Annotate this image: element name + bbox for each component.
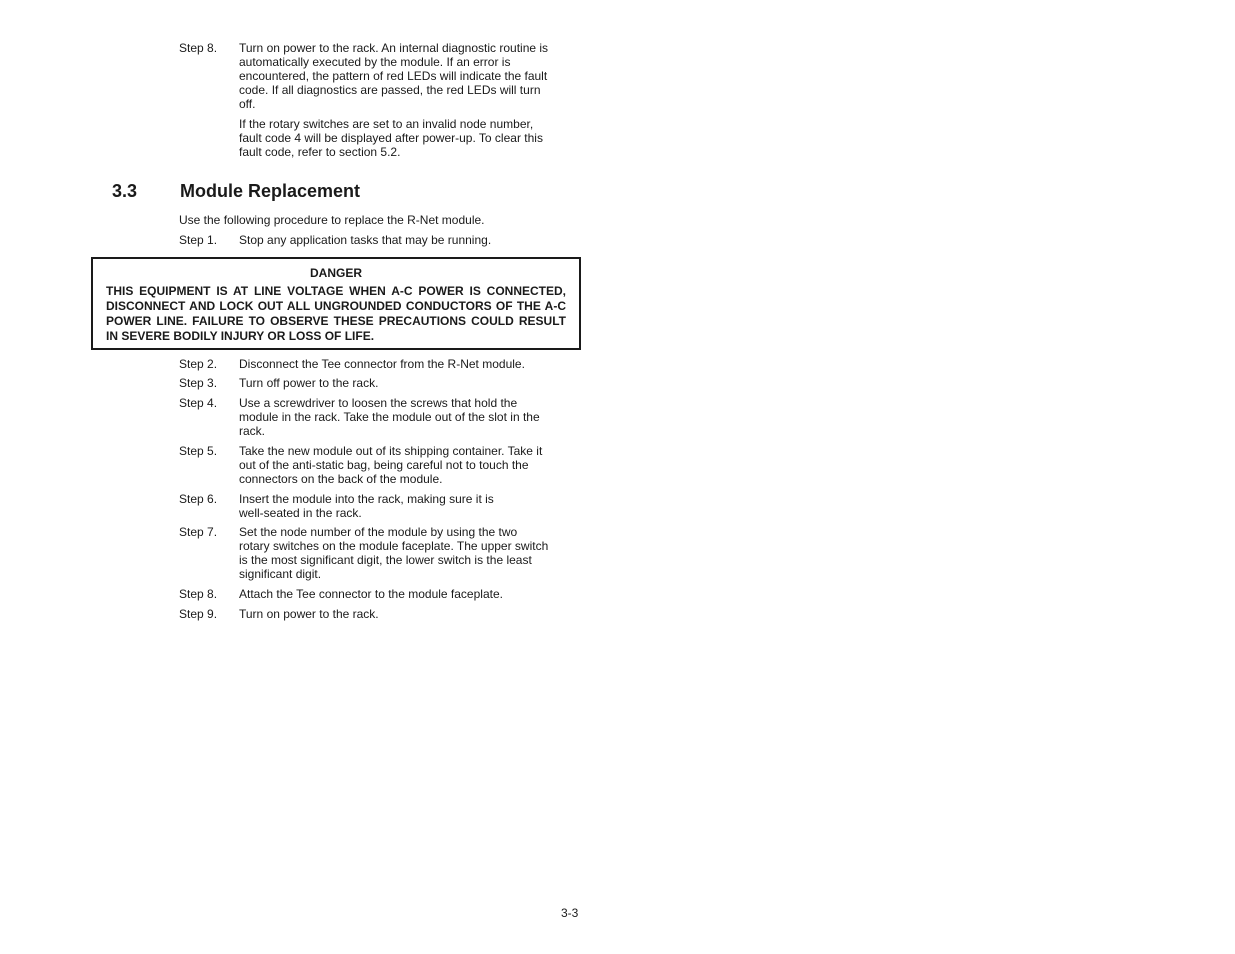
step-text-line: code. If all diagnostics are passed, the red LEDs will turn (239, 83, 541, 97)
step-text (239, 444, 569, 486)
step-text (239, 607, 569, 621)
step-text-line: out of the anti-static bag, being careful not to touch the (239, 458, 529, 472)
step-label: Step 2. (179, 357, 218, 371)
step-note-line: If the rotary switches are set to an invalid node number, (239, 117, 534, 131)
step-text-line: Disconnect the Tee connector from the R-Net module. (239, 357, 525, 371)
step-note-line: fault code, refer to section 5.2. (239, 145, 401, 159)
step-note (239, 117, 569, 159)
danger-notice (91, 257, 581, 350)
danger-line: DISCONNECT AND LOCK OUT ALL UNGROUNDED CONDUCTORS OF THE A-C (106, 299, 566, 313)
step-text (239, 41, 569, 111)
step-text-line: rotary switches on the module faceplate. The upper switch (239, 539, 549, 553)
step-text-line: significant digit. (239, 567, 322, 581)
danger-title: DANGER (309, 266, 362, 280)
step-text (239, 376, 569, 390)
step-text-line: connectors on the back of the module. (239, 472, 443, 486)
section-title: Module Replacement (180, 181, 361, 201)
step-text-line: Turn on power to the rack. (239, 607, 379, 621)
step-text-line: off. (239, 97, 256, 111)
step-label: Step 3. (179, 376, 218, 390)
step-label: Step 8. (179, 41, 218, 55)
danger-line: THIS EQUIPMENT IS AT LINE VOLTAGE WHEN A-C POWER IS CONNECTED, (106, 284, 566, 298)
step-text (239, 492, 569, 520)
step-text-line: automatically executed by the module. If an error is (239, 55, 511, 69)
danger-line: POWER LINE. FAILURE TO OBSERVE THESE PRECAUTIONS COULD RESULT (106, 314, 566, 328)
step-label: Step 9. (179, 607, 218, 621)
step-text-line: encountered, the pattern of red LEDs will indicate the fault (239, 69, 548, 83)
step-text-line: Use a screwdriver to loosen the screws that hold the (239, 396, 518, 410)
step-text-line: well-seated in the rack. (239, 506, 362, 520)
step-text (239, 525, 569, 581)
step-text-line: Stop any application tasks that may be running. (239, 233, 492, 247)
step-label: Step 5. (179, 444, 218, 458)
step-text (239, 233, 569, 247)
danger-line: IN SEVERE BODILY INJURY OR LOSS OF LIFE. (106, 329, 375, 343)
step-text (239, 396, 569, 438)
step-text-line: Turn on power to the rack. An internal diagnostic routine is (239, 41, 549, 55)
step-text-line: Insert the module into the rack, making sure it is (239, 492, 494, 506)
step-text-line: module in the rack. Take the module out of the slot in the (239, 410, 540, 424)
section-intro: Use the following procedure to replace the R-Net module. (179, 213, 485, 227)
step-text-line: Turn off power to the rack. (239, 376, 379, 390)
step-text-line: is the most significant digit, the lower switch is the least (239, 553, 532, 567)
step-text-line: Attach the Tee connector to the module faceplate. (239, 587, 503, 601)
page-number: 3-3 (561, 906, 579, 920)
step-label: Step 7. (179, 525, 218, 539)
step-label: Step 6. (179, 492, 218, 506)
step-text (239, 587, 569, 601)
step-text-line: Take the new module out of its shipping container. Take it (239, 444, 543, 458)
step-text (239, 357, 569, 371)
section-number: 3.3 (112, 181, 138, 201)
step-label: Step 1. (179, 233, 218, 247)
step-text-line: Set the node number of the module by using the two (239, 525, 518, 539)
step-note-line: fault code 4 will be displayed after power-up. To clear this (239, 131, 543, 145)
step-text-line: rack. (239, 424, 266, 438)
step-label: Step 4. (179, 396, 218, 410)
step-label: Step 8. (179, 587, 218, 601)
